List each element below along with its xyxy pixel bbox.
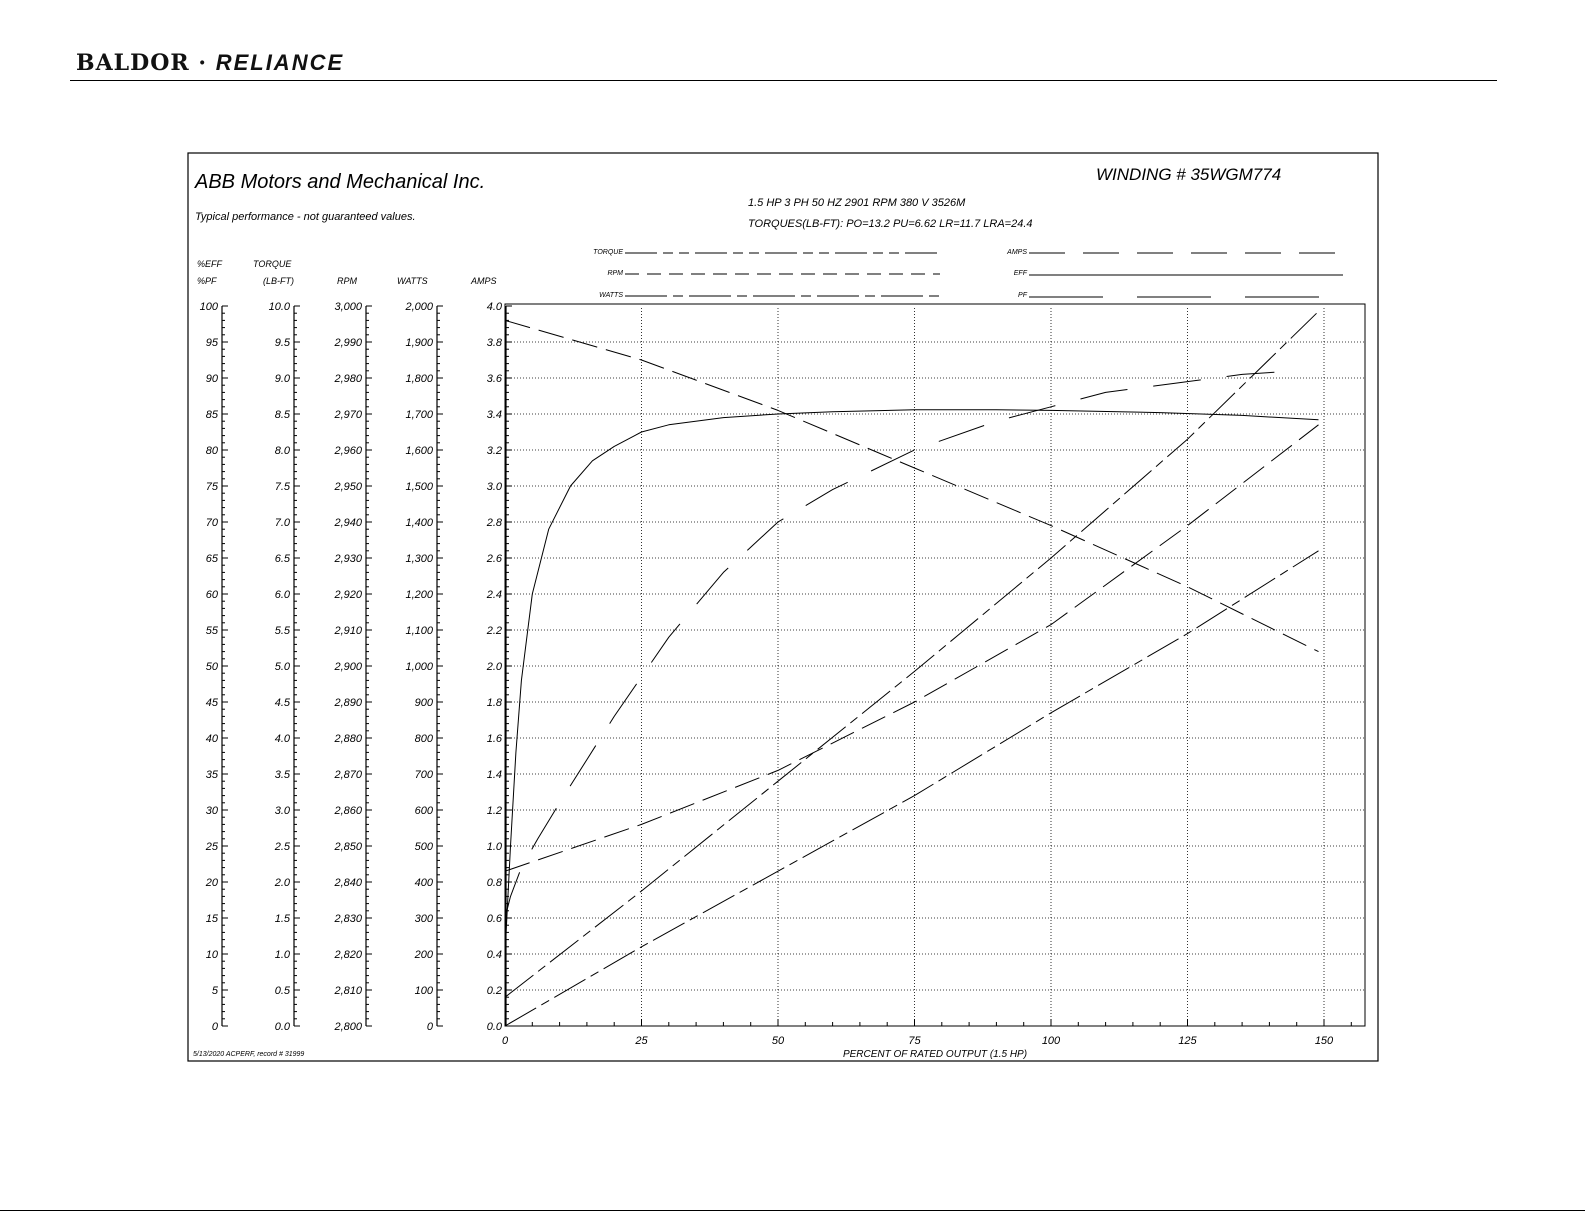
rpm-tick-label: 2,920 (334, 589, 362, 601)
rpm-tick-label: 2,860 (334, 805, 362, 817)
x-tick-label: 25 (635, 1035, 648, 1047)
amps-tick-label: 2.8 (486, 517, 502, 529)
amps-tick-label: 2.4 (486, 589, 502, 601)
x-tick-label: 125 (1178, 1035, 1197, 1047)
x-tick-label: 50 (771, 1035, 785, 1047)
amps-tick-label: 2.0 (486, 661, 502, 673)
pct-tick-label: 15 (205, 913, 218, 925)
pct-tick-label: 0 (211, 1021, 218, 1033)
disclaimer: Typical performance - not guaranteed values. (195, 211, 416, 223)
watts-tick-label: 900 (414, 697, 433, 709)
amps-tick-label: 1.6 (486, 733, 502, 745)
watts-tick-label: 800 (414, 733, 433, 745)
winding-number: WINDING # 35WGM774 (1096, 165, 1282, 184)
amps-tick-label: 0.0 (486, 1021, 502, 1033)
torque-tick-label: 2.0 (274, 877, 290, 889)
torque-tick-label: 1.0 (274, 949, 290, 961)
rpm-tick-label: 2,940 (334, 517, 362, 529)
pct-tick-label: 30 (205, 805, 218, 817)
rpm-tick-label: 2,840 (334, 877, 362, 889)
pct-tick-label: 80 (205, 445, 218, 457)
watts-tick-label: 400 (414, 877, 433, 889)
watts-tick-label: 2,000 (405, 301, 433, 313)
rpm-tick-label: 2,990 (334, 337, 362, 349)
amps-tick-label: 2.2 (486, 625, 502, 637)
rpm-tick-label: 2,850 (334, 841, 362, 853)
watts-tick-label: 1,300 (405, 553, 433, 565)
pct-tick-label: 50 (205, 661, 218, 673)
x-tick-label: 150 (1314, 1035, 1334, 1047)
watts-tick-label: 1,400 (405, 517, 433, 529)
amps-tick-label: 1.8 (486, 697, 502, 709)
watts-tick-label: 500 (414, 841, 433, 853)
rpm-tick-label: 2,970 (334, 409, 362, 421)
series-pf-line (505, 371, 1297, 918)
torque-tick-label: 10.0 (268, 301, 290, 313)
rpm-tick-label: 2,960 (334, 445, 362, 457)
pct-tick-label: 55 (205, 625, 218, 637)
amps-tick-label: 0.6 (486, 913, 502, 925)
pct-tick-label: 95 (205, 337, 218, 349)
watts-axis-header: WATTS (397, 276, 428, 286)
torque-tick-label: 0.5 (274, 985, 290, 997)
rpm-tick-label: 2,870 (334, 769, 362, 781)
x-tick-label: 75 (908, 1035, 921, 1047)
x-tick-label: 100 (1041, 1035, 1061, 1047)
rpm-tick-label: 2,930 (334, 553, 362, 565)
torque-tick-label: 7.5 (274, 481, 290, 493)
watts-tick-label: 1,500 (405, 481, 433, 493)
torque-unit-header: (LB-FT) (263, 276, 294, 286)
watts-tick-label: 300 (414, 913, 433, 925)
torque-tick-label: 3.0 (274, 805, 290, 817)
x-axis (502, 1019, 1351, 1047)
pct-tick-label: 85 (205, 409, 218, 421)
torque-tick-label: 5.0 (274, 661, 290, 673)
torque-tick-label: 9.5 (274, 337, 290, 349)
brand-baldor: BALDOR (76, 50, 190, 76)
pct-tick-label: 35 (205, 769, 218, 781)
watts-tick-label: 600 (414, 805, 433, 817)
torque-tick-label: 8.0 (274, 445, 290, 457)
x-tick-label: 0 (501, 1035, 509, 1047)
rpm-tick-label: 2,910 (334, 625, 362, 637)
pf-axis-header: %PF (197, 276, 217, 286)
rpm-tick-label: 2,820 (334, 949, 362, 961)
pct-tick-label: 65 (205, 553, 218, 565)
axis-headers (197, 259, 497, 286)
rpm-tick-label: 3,000 (334, 301, 362, 313)
torque-tick-label: 5.5 (274, 625, 290, 637)
amps-tick-label: 1.0 (486, 841, 502, 853)
amps-tick-label: 4.0 (486, 301, 502, 313)
rpm-tick-label: 2,900 (334, 661, 362, 673)
rpm-tick-label: 2,890 (334, 697, 362, 709)
legend-eff-label: EFF (1013, 270, 1027, 277)
legend-amps-label: AMPS (1007, 249, 1027, 256)
grid (505, 306, 1365, 1026)
pct-tick-label: 25 (205, 841, 218, 853)
torque-tick-label: 8.5 (274, 409, 290, 421)
torque-axis-header: TORQUE (253, 259, 292, 269)
series (505, 311, 1319, 1026)
rpm-tick-label: 2,880 (334, 733, 362, 745)
amps-tick-label: 3.0 (486, 481, 502, 493)
series-eff-line (505, 410, 1319, 954)
torque-values: TORQUES(LB-FT): PO=13.2 PU=6.62 LR=11.7 LRA=24.4 (748, 218, 1033, 230)
amps-tick-label: 2.6 (486, 553, 502, 565)
pct-tick-label: 40 (205, 733, 218, 745)
torque-tick-label: 9.0 (274, 373, 290, 385)
record-footer: 5/13/2020 ACPERF, record # 31999 (193, 1051, 305, 1058)
pct-tick-label: 45 (205, 697, 218, 709)
pct-tick-label: 5 (211, 985, 218, 997)
brand-reliance: RELIANCE (215, 50, 345, 75)
series-rpm-line (505, 320, 1319, 651)
watts-tick-label: 1,800 (405, 373, 433, 385)
watts-tick-label: 1,600 (405, 445, 433, 457)
torque-tick-label: 1.5 (274, 913, 290, 925)
pct-tick-label: 90 (205, 373, 218, 385)
watts-tick-label: 700 (414, 769, 433, 781)
amps-tick-label: 0.8 (486, 877, 502, 889)
pct-tick-label: 100 (199, 301, 218, 313)
amps-tick-label: 3.8 (486, 337, 502, 349)
watts-tick-label: 200 (414, 949, 433, 961)
pct-tick-label: 70 (205, 517, 218, 529)
watts-tick-label: 1,700 (405, 409, 433, 421)
amps-tick-label: 3.2 (486, 445, 502, 457)
amps-tick-label: 1.4 (486, 769, 502, 781)
amps-axis-header: AMPS (471, 276, 497, 286)
amps-tick-label: 3.6 (486, 373, 502, 385)
rpm-tick-label: 2,980 (334, 373, 362, 385)
amps-tick-label: 1.2 (486, 805, 502, 817)
torque-tick-label: 4.0 (274, 733, 290, 745)
pct-tick-label: 75 (205, 481, 218, 493)
watts-tick-label: 1,900 (405, 337, 433, 349)
company-name: ABB Motors and Mechanical Inc. (195, 171, 486, 193)
rpm-tick-label: 2,950 (334, 481, 362, 493)
torque-tick-label: 6.5 (274, 553, 290, 565)
watts-tick-label: 100 (414, 985, 433, 997)
watts-tick-label: 0 (426, 1021, 433, 1033)
eff-axis-header: %EFF (197, 259, 223, 269)
rpm-tick-label: 2,800 (334, 1021, 362, 1033)
amps-tick-label: 3.4 (486, 409, 502, 421)
torque-tick-label: 0.0 (274, 1021, 290, 1033)
watts-tick-label: 1,000 (405, 661, 433, 673)
torque-tick-label: 6.0 (274, 589, 290, 601)
brand-separator: · (198, 50, 208, 76)
torque-tick-label: 3.5 (274, 769, 290, 781)
pct-tick-label: 20 (205, 877, 218, 889)
series-amps-line (505, 425, 1319, 871)
legend-pf-label: PF (1018, 292, 1027, 299)
motor-specs: 1.5 HP 3 PH 50 HZ 2901 RPM 380 V 3526M (748, 197, 966, 209)
torque-tick-label: 4.5 (274, 697, 290, 709)
legend-rpm-label: RPM (607, 270, 623, 277)
rpm-axis-header: RPM (337, 276, 357, 286)
legend-torque-label: TORQUE (593, 249, 623, 256)
watts-tick-label: 1,200 (405, 589, 433, 601)
pct-tick-label: 10 (205, 949, 218, 961)
x-axis-title: PERCENT OF RATED OUTPUT (1.5 HP) (842, 1049, 1028, 1060)
series-torque-line (505, 551, 1319, 1026)
torque-tick-label: 2.5 (274, 841, 290, 853)
torque-tick-label: 7.0 (274, 517, 290, 529)
watts-tick-label: 1,100 (405, 625, 433, 637)
amps-tick-label: 0.4 (486, 949, 502, 961)
pct-tick-label: 60 (205, 589, 218, 601)
legend-watts-label: WATTS (599, 292, 623, 299)
rpm-tick-label: 2,810 (334, 985, 362, 997)
legend (593, 249, 1343, 299)
rpm-tick-label: 2,830 (334, 913, 362, 925)
amps-tick-label: 0.2 (486, 985, 502, 997)
left-scales (200, 301, 512, 1033)
